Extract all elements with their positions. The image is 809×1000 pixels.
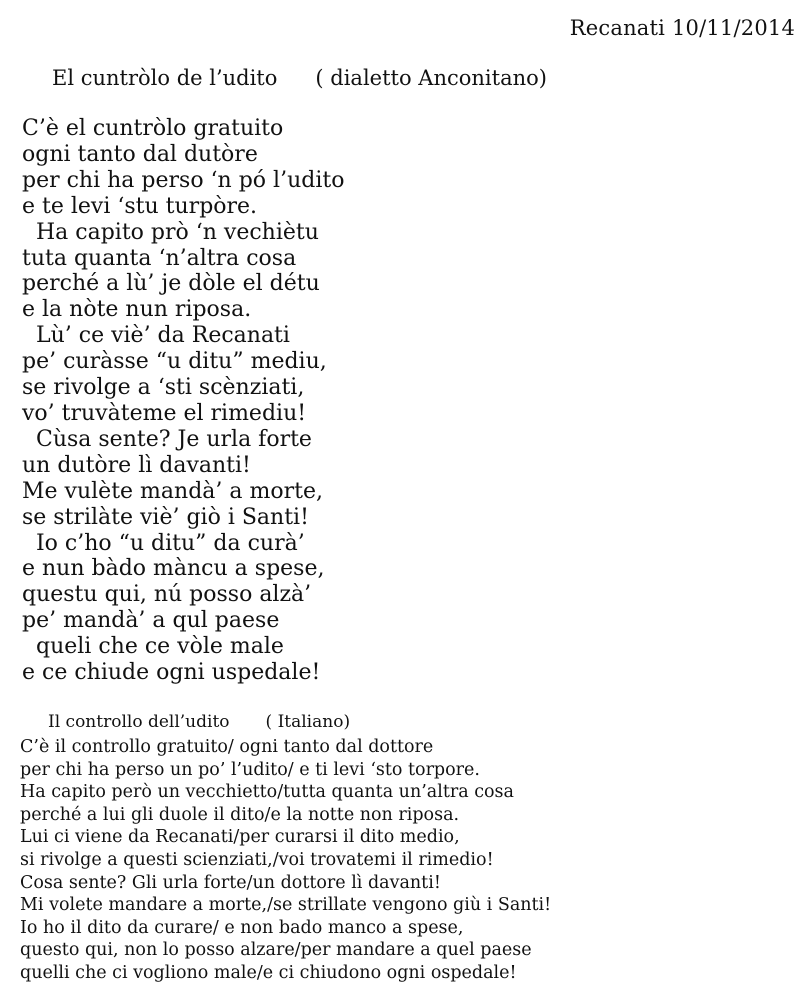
dialect-poem-title xyxy=(52,66,547,90)
poem-line: e la nòte nun riposa. xyxy=(22,297,252,323)
poem-line: e nun bàdo màncu a spese, xyxy=(22,556,325,582)
poem-line: per chi ha perso ‘n pó l’udito xyxy=(22,167,345,193)
translation-line: Mi volete mandare a morte,/se strillate vengono giù i Santi! xyxy=(20,895,552,916)
poem-line: questu qui, nú posso alzà’ xyxy=(22,582,312,608)
poem-line: e ce chiude ogni uspedale! xyxy=(22,660,321,686)
document-date: Recanati 10/11/2014 xyxy=(569,16,795,40)
poem-line: pe’ mandà’ a qul paese xyxy=(22,608,280,634)
translation-line: perché a lui gli duole il dito/e la notte non riposa. xyxy=(20,804,460,825)
translation-line: per chi ha perso un po’ l’udito/ e ti levi ‘sto torpore. xyxy=(20,759,480,780)
poem-line: vo’ truvàteme el rimediu! xyxy=(22,400,307,426)
italian-poem-title xyxy=(48,712,350,732)
poem-line: Lù’ ce viè’ da Recanati xyxy=(22,323,290,349)
poem-line: C’è el cuntròlo gratuito xyxy=(22,116,284,141)
italian-title-subtitle: ( Italiano) xyxy=(265,712,351,732)
dialect-title-subtitle: ( dialetto Anconitano) xyxy=(315,66,547,90)
translation-line: si rivolge a questi scienziati,/voi trovatemi il rimedio! xyxy=(20,849,494,870)
poem-line: queli che ce vòle male xyxy=(22,634,284,660)
poem-line: un dutòre lì davanti! xyxy=(22,452,251,478)
poem-line: perché a lù’ je dòle el détu xyxy=(22,271,320,297)
poem-line: Me vulète mandà’ a morte, xyxy=(22,478,323,504)
translation-line: C’è il controllo gratuito/ ogni tanto dal dottore xyxy=(20,737,434,757)
poem-line: se strilàte viè’ giò i Santi! xyxy=(22,504,309,530)
poem-line: Ha capito prò ‘n vechiètu xyxy=(22,219,319,245)
poem-line: pe’ curàsse “u ditu” mediu, xyxy=(22,349,327,375)
poem-line: se rivolge a ‘sti scènziati, xyxy=(22,375,305,401)
poem-line: ogni tanto dal dutòre xyxy=(22,141,258,167)
translation-line: Ha capito però un vecchietto/tutta quanta un’altra cosa xyxy=(20,782,514,803)
italian-title-text: Il controllo dell’udito xyxy=(48,712,230,732)
poem-line: Io c’ho “u ditu” da curà’ xyxy=(22,530,305,556)
dialect-title-text: El cuntròlo de l’udito xyxy=(52,66,278,90)
poem-line: e te levi ‘stu turpòre. xyxy=(22,193,258,219)
translation-line: Lui ci viene da Recanati/per curarsi il dito medio, xyxy=(20,827,460,848)
translation-line: questo qui, non lo posso alzare/per mandare a quel paese xyxy=(20,940,532,961)
poem-line: Cùsa sente? Je urla forte xyxy=(22,426,312,452)
translation-line: quelli che ci vogliono male/e ci chiudono ogni ospedale! xyxy=(20,962,517,983)
poem-line: tuta quanta ‘n’altra cosa xyxy=(22,245,297,271)
dialect-poem xyxy=(22,116,344,686)
italian-poem xyxy=(20,736,551,985)
translation-line: Io ho il dito da curare/ e non bado manco a spese, xyxy=(20,917,464,938)
translation-line: Cosa sente? Gli urla forte/un dottore lì davanti! xyxy=(20,872,441,893)
